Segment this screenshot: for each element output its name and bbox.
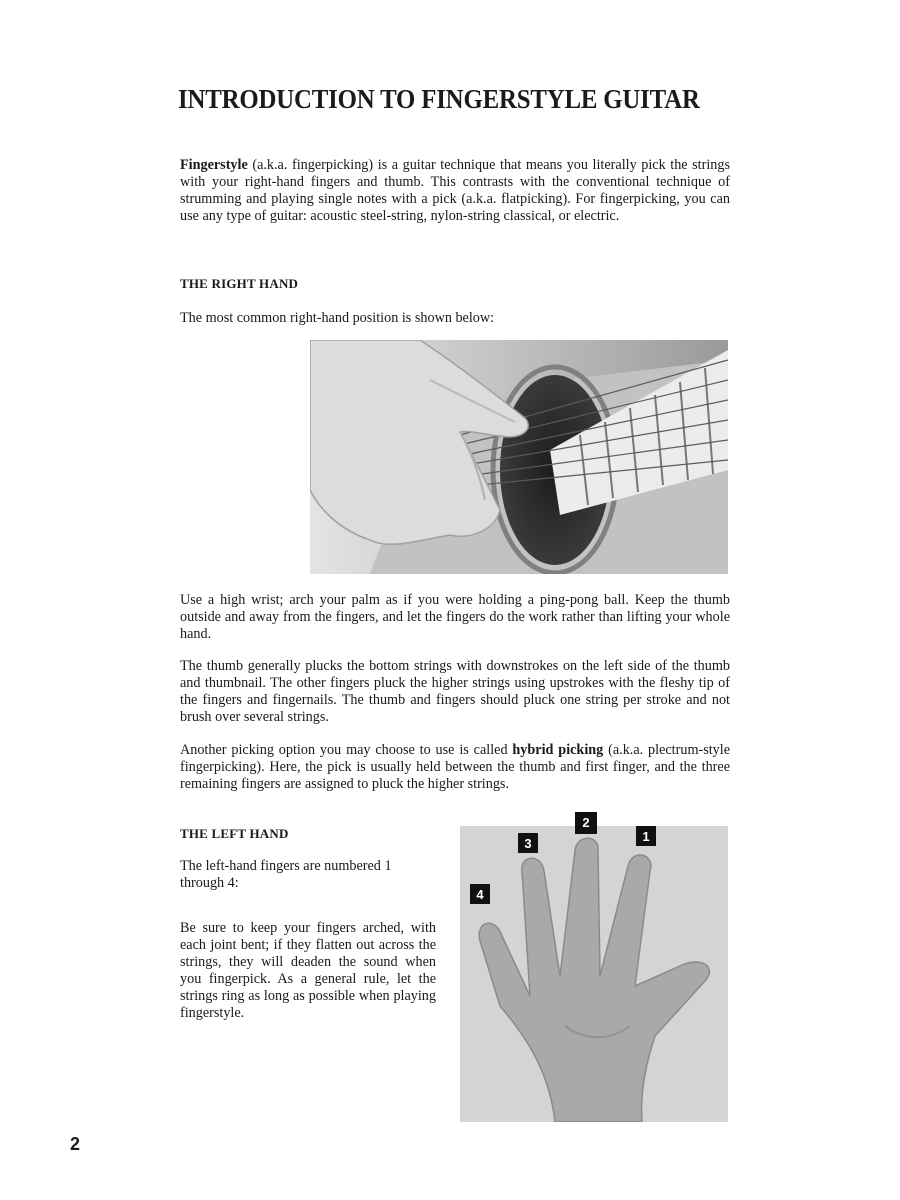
hybrid-picking-term: hybrid picking — [512, 742, 604, 758]
intro-text: (a.k.a. fingerpicking) is a guitar technique that means you literally pick the strings with your right-hand fingers and thumb. This contrasts with the conventional technique of strumming and playing single notes with a pick (a.k.a. flatpicking). For fingerpicking, you can use any type of guitar: acoustic steel-string, nylon-string classical, or electric. — [180, 157, 730, 224]
intro-term: Fingerstyle — [180, 157, 248, 173]
finger-label-4 — [470, 884, 490, 904]
right-hand-para-2: The thumb generally plucks the bottom strings with downstrokes on the left side of the thumb and thumbnail. The other fingers pluck the higher strings using upstrokes with the fleshy tip of the fingers and fingernails. The thumb and fingers should pluck one string per stroke and not brush over several strings. — [180, 658, 730, 725]
finger-label-2-badge — [575, 812, 597, 834]
right-hand-caption: The most common right-hand position is shown below: — [180, 310, 495, 326]
svg-text:1: 1 — [642, 829, 650, 844]
finger-label-3 — [518, 833, 538, 853]
right-hand-on-guitar-icon — [310, 340, 728, 574]
page-title: INTRODUCTION TO FINGERSTYLE GUITAR — [178, 84, 700, 114]
finger-label-1 — [636, 826, 656, 846]
left-hand-numbered-fingers-icon — [460, 826, 728, 1122]
svg-text:4: 4 — [476, 887, 484, 902]
svg-text:3: 3 — [524, 836, 532, 851]
right-hand-para-1: Use a high wrist; arch your palm as if you were holding a ping-pong ball. Keep the thumb outside and away from the fingers, and let the fingers do the work rather than lifting your whole hand. — [180, 592, 730, 642]
right-hand-heading: THE RIGHT HAND — [180, 276, 299, 291]
finger-label-2-text: 2 — [582, 815, 590, 830]
para3-after: (a.k.a. plectrum-style fingerpicking). Here, the pick is usually held between the thumb and first finger, and the three remaining fingers are assigned to pluck the higher strings. — [180, 742, 730, 792]
right-hand-para-3 — [180, 742, 730, 793]
page-number: 2 — [70, 1134, 81, 1154]
right-hand-photo — [310, 340, 728, 574]
para3-before: Another picking option you may choose to use is called — [180, 742, 513, 758]
left-hand-heading: THE LEFT HAND — [180, 826, 289, 841]
intro-paragraph — [180, 157, 730, 225]
left-hand-para: Be sure to keep your fingers arched, with each joint bent; if they flatten out across the strings, they will deaden the sound when you fingerpick. As a general rule, let the strings ring as long as possible when playing fingerstyle. — [180, 920, 436, 1021]
left-hand-caption: The left-hand fingers are numbered 1 through 4: — [180, 858, 392, 891]
left-hand-photo — [460, 826, 728, 1122]
